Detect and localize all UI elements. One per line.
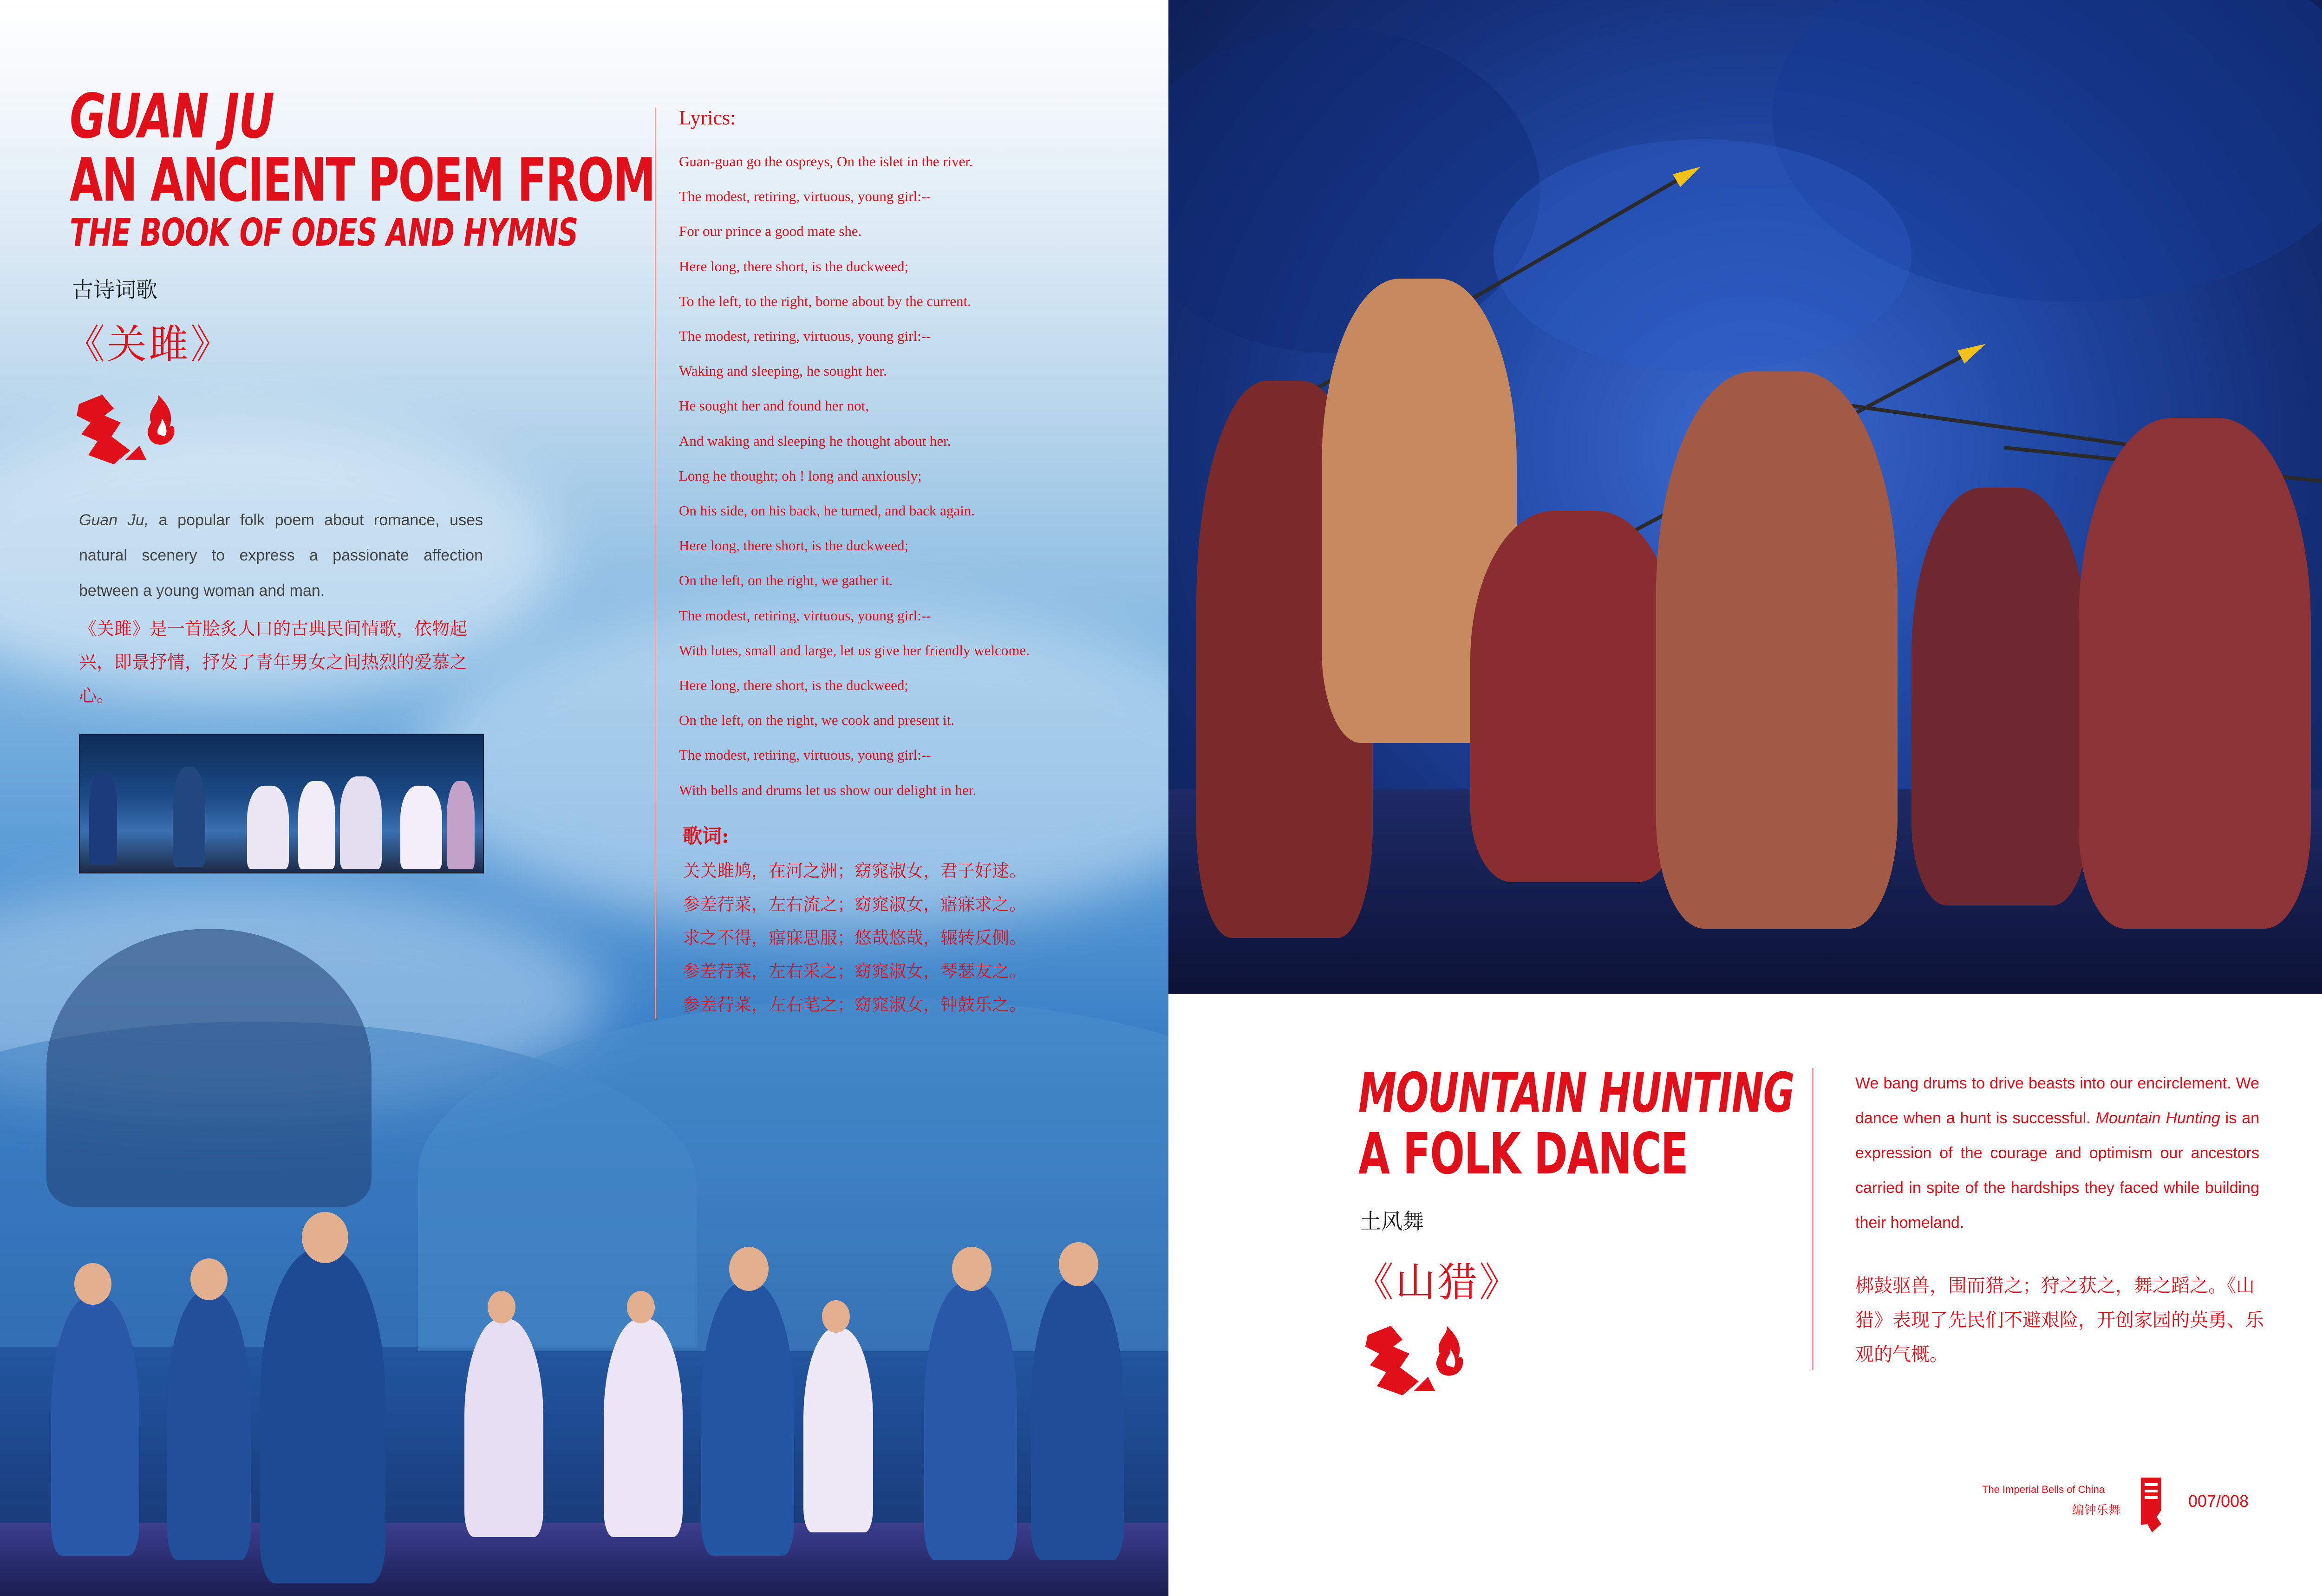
- lyric-line: With lutes, small and large, let us give her friendly welcome.: [679, 642, 1030, 658]
- mountain-hunting-desc-en: [1855, 1066, 2259, 1240]
- performer: [1031, 1277, 1124, 1560]
- hill: [46, 929, 372, 1207]
- lyric-line: On his side, on his back, he turned, and back again.: [679, 502, 975, 519]
- dancer: [1911, 488, 2088, 905]
- lyric-line: On the left, on the right, we gather it.: [679, 572, 893, 589]
- lyric-line: With bells and drums let us show our delight in her.: [679, 782, 977, 798]
- lyric-line: The modest, retiring, virtuous, young girl:--: [679, 607, 931, 624]
- guan-ju-zh-subtitle: 古诗词歌: [72, 277, 157, 302]
- lyrics-zh-list: [683, 854, 1026, 1022]
- performer: [260, 1249, 385, 1583]
- bell-emblem-icon: [2138, 1473, 2164, 1533]
- mh-divider: [1812, 1068, 1813, 1370]
- performer: [924, 1282, 1017, 1560]
- dancer: [2079, 418, 2311, 929]
- lyric-line: The modest, retiring, virtuous, young girl:--: [679, 747, 931, 763]
- performer-head: [627, 1291, 655, 1323]
- lyric-line: Here long, there short, is the duckweed;: [679, 258, 909, 274]
- thumb-figure: [447, 781, 475, 869]
- lyric-line: Here long, there short, is the duckweed;: [679, 677, 909, 694]
- mh-title-line-1: MOUNTAIN HUNTING: [1358, 1061, 1794, 1125]
- performer-head: [822, 1300, 850, 1333]
- performer-head: [74, 1263, 111, 1305]
- lyric-line: To the left, to the right, borne about by the current.: [679, 293, 971, 309]
- intro-en-rest: a popular folk poem about romance, uses natural scenery to express a passionate affection between a young woman and man.: [79, 511, 483, 599]
- performer: [464, 1319, 543, 1537]
- performer: [51, 1296, 139, 1556]
- lyric-zh-line: 关关雎鸠，在河之洲；窈窕淑女，君子好逑。: [683, 861, 1026, 881]
- page-numbers: 007/008: [2188, 1492, 2249, 1511]
- lyric-line: Waking and sleeping, he sought her.: [679, 363, 887, 379]
- dancer: [1470, 511, 1679, 882]
- lyric-line: Here long, there short, is the duckweed;: [679, 537, 909, 554]
- performer: [604, 1319, 683, 1537]
- backdrop-tree: [1168, 28, 1540, 353]
- title-line-2: AN ANCIENT POEM FROM: [70, 146, 655, 215]
- lyric-line: And waking and sleeping he thought about her.: [679, 432, 951, 449]
- dragon-emblem-icon: [1358, 1321, 1465, 1400]
- lyric-zh-line: 参差荇菜，左右流之；窈窕淑女，寤寐求之。: [683, 894, 1026, 914]
- intro-en-name: Guan Ju,: [79, 511, 149, 529]
- mh-desc-en-b: is an expression of the courage and optimism our ancestors carried in spite of the hardships they faced while building their homeland.: [1855, 1109, 2260, 1231]
- lyric-zh-line: 求之不得，寤寐思服；悠哉悠哉，辗转反侧。: [683, 928, 1026, 948]
- performer: [701, 1282, 794, 1556]
- mh-title-line-2: A FOLK DANCE: [1358, 1121, 1688, 1187]
- guan-ju-thumbnail-photo: [79, 734, 484, 873]
- lyrics-en-list: [679, 144, 1030, 808]
- mountain-hunting-photo: [1168, 0, 2322, 994]
- footer-series-zh: 编钟乐舞: [2072, 1504, 2121, 1518]
- mountain-hunting-desc-zh: 梆鼓驱兽，围而猎之；狩之获之，舞之蹈之。《山猎》表现了先民们不避艰险，开创家园的英勇、乐观的气概。: [1855, 1275, 2264, 1365]
- dragon-emblem-icon: [70, 390, 176, 469]
- thumb-figure: [173, 767, 205, 867]
- lyric-line: The modest, retiring, virtuous, young girl:--: [679, 188, 931, 205]
- performer: [803, 1328, 873, 1532]
- dancer: [1656, 371, 1898, 929]
- thumb-figure: [298, 781, 335, 869]
- mh-desc-en-a: We bang drums to drive beasts into our encirclement. We dance when a hunt is successful.: [1855, 1075, 2259, 1127]
- footer-series-en: The Imperial Bells of China: [1982, 1484, 2105, 1495]
- performer-head: [1059, 1242, 1098, 1286]
- lyric-zh-line: 参差荇菜，左右芼之；窈窕淑女，钟鼓乐之。: [683, 995, 1026, 1015]
- lyric-line: Long he thought; oh ! long and anxiously;: [679, 467, 922, 484]
- performer-head: [729, 1247, 769, 1291]
- mountain-hunting-zh-subtitle: 土风舞: [1360, 1209, 1424, 1234]
- performer-head: [952, 1247, 991, 1291]
- lyric-line: On the left, on the right, we cook and present it.: [679, 712, 955, 729]
- performer-head: [190, 1258, 228, 1300]
- guan-ju-zh-title: 《关雎》: [65, 321, 232, 368]
- title-line-1: GUAN JU: [70, 81, 274, 152]
- lyric-line: The modest, retiring, virtuous, young girl:--: [679, 328, 931, 345]
- lyric-zh-line: 参差荇菜，左右采之；窈窕淑女，琴瑟友之。: [683, 961, 1026, 981]
- thumb-figure: [400, 786, 442, 869]
- thumb-figure: [89, 772, 117, 865]
- performer: [167, 1291, 251, 1560]
- guan-ju-stage-photo: [0, 1189, 1168, 1596]
- lyric-line: He sought her and found her not,: [679, 397, 869, 414]
- performer-head: [488, 1291, 515, 1323]
- lyric-line: For our prince a good mate she.: [679, 223, 862, 240]
- thumb-figure: [340, 776, 382, 869]
- guan-ju-intro-zh: 《关雎》是一首脍炙人口的古典民间情歌，依物起兴，即景抒情，抒发了青年男女之间热烈的爱慕之心。: [79, 619, 468, 706]
- mountain-hunting-zh-title: 《山猎》: [1354, 1259, 1521, 1306]
- guan-ju-intro-en: [79, 502, 483, 608]
- title-line-3: THE BOOK OF ODES AND HYMNS: [70, 211, 578, 255]
- performer-head: [302, 1212, 348, 1263]
- lyrics-heading: Lyrics:: [679, 106, 736, 129]
- lyric-line: Guan-guan go the ospreys, On the islet in the river.: [679, 153, 973, 169]
- lyrics-zh-heading: 歌词:: [683, 825, 729, 847]
- thumb-figure: [247, 786, 289, 869]
- mh-desc-en-name: Mountain Hunting: [2095, 1109, 2220, 1127]
- lyrics-divider: [655, 107, 656, 1019]
